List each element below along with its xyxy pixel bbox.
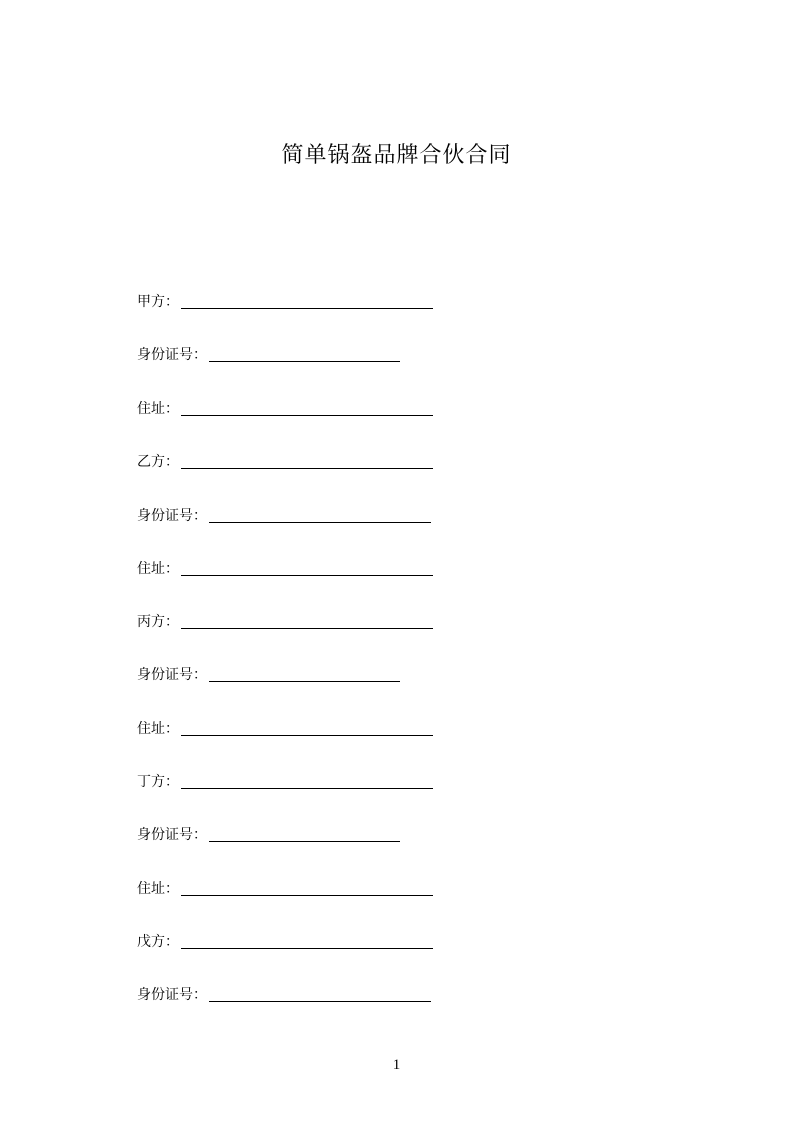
party-d-id-field xyxy=(137,822,400,844)
fill-in-blank[interactable] xyxy=(181,879,433,896)
party-b-address-field xyxy=(137,556,433,578)
party-b-id-field xyxy=(137,503,431,525)
page-number: 1 xyxy=(392,1057,401,1073)
fill-in-blank[interactable] xyxy=(209,665,400,682)
party-c-id-field xyxy=(137,662,400,684)
fill-in-blank[interactable] xyxy=(181,452,433,469)
field-label: 住址： xyxy=(137,561,179,577)
field-label: 身份证号： xyxy=(137,508,207,524)
fill-in-blank[interactable] xyxy=(181,932,433,949)
field-label: 丁方： xyxy=(137,774,179,790)
fill-in-blank[interactable] xyxy=(209,345,400,362)
party-d-address-field xyxy=(137,876,433,898)
party-e-field xyxy=(137,929,433,951)
party-a-id-field xyxy=(137,342,400,364)
party-a-address-field xyxy=(137,396,433,418)
party-c-field xyxy=(137,609,433,631)
party-c-address-field xyxy=(137,716,433,738)
field-label: 住址： xyxy=(137,401,179,417)
field-label: 住址： xyxy=(137,881,179,897)
party-b-field xyxy=(137,449,433,471)
fill-in-blank[interactable] xyxy=(181,772,433,789)
field-label: 身份证号： xyxy=(137,827,207,843)
fill-in-blank[interactable] xyxy=(209,985,431,1002)
field-label: 身份证号： xyxy=(137,667,207,683)
fill-in-blank[interactable] xyxy=(209,825,400,842)
field-label: 甲方： xyxy=(137,294,179,310)
party-e-id-field xyxy=(137,982,431,1004)
fill-in-blank[interactable] xyxy=(181,399,433,416)
fill-in-blank[interactable] xyxy=(181,292,433,309)
fill-in-blank[interactable] xyxy=(209,506,431,523)
field-label: 乙方： xyxy=(137,454,179,470)
document-title: 简单锅盔品牌合伙合同 xyxy=(281,143,512,168)
party-d-field xyxy=(137,769,433,791)
fill-in-blank[interactable] xyxy=(181,719,433,736)
fill-in-blank[interactable] xyxy=(181,612,433,629)
field-label: 戊方： xyxy=(137,934,179,950)
field-label: 丙方： xyxy=(137,614,179,630)
fill-in-blank[interactable] xyxy=(181,559,433,576)
field-label: 身份证号： xyxy=(137,987,207,1003)
field-label: 住址： xyxy=(137,721,179,737)
party-a-field xyxy=(137,289,433,311)
field-label: 身份证号： xyxy=(137,347,207,363)
